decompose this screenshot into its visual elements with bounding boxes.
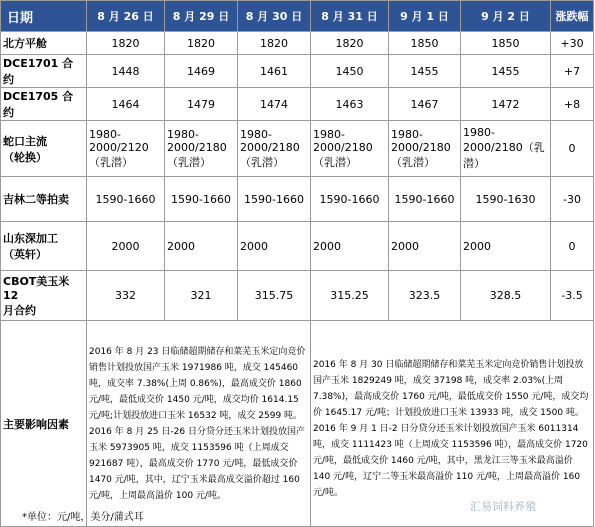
news-paragraph: 2016 年 9 月 1 日-2 日分贷分还玉米计划投放国产玉米 6011314 吨，成交 1111423 吨（上周成交 1153596 吨），最高成交价 1720 元/吨，最低成交价 1460 元/吨，其中，黑龙江三等玉米最高溢价 140 元/吨，辽宁二等玉米最高溢价 110 元/吨，上周最高溢价 160 元/吨。 <box>313 423 588 498</box>
cell-value: 1455 <box>389 55 461 88</box>
row-cbot <box>1 271 594 321</box>
unit-footnote: *单位：元/吨，美分/蒲式耳 <box>22 512 144 523</box>
row-label-line-1: 蛇口主流 <box>3 134 47 148</box>
header-date-3: 8 月 30 日 <box>238 1 311 32</box>
news-paragraph: 2016 年 8 月 23 日临储超期储存和菜芜玉米定向竞价销售计划投放国产玉米 1971986 吨，成交 145460 吨，成交率 7.38%(上周 0.86%)，最高成交价 1860 元/吨，最低成交价 1450 元/吨，成交均价 1614.15 元/吨;计划投放进口玉米 16532 吨，成交 2599 吨。 <box>89 346 306 421</box>
row-label-line-2: （英轩） <box>3 248 47 261</box>
cell-value: 1590-1660 <box>311 177 389 222</box>
row-dce1705 <box>1 88 594 121</box>
cell-change: +7 <box>551 55 594 88</box>
row-shandong <box>1 222 594 271</box>
cell-value: 1820 <box>87 32 165 55</box>
cell-value: 2000 <box>238 222 311 271</box>
cell-value: 332 <box>87 271 165 321</box>
cell-value: 2000 <box>165 222 238 271</box>
row-beifang <box>1 32 594 55</box>
row-news <box>1 321 594 527</box>
cell-value: 315.25 <box>311 271 389 321</box>
cell-value: 2000 <box>311 222 389 271</box>
cell-change: +8 <box>551 88 594 121</box>
row-dce1701 <box>1 55 594 88</box>
row-label-line-2: 月合约 <box>3 304 36 317</box>
header-date-4: 8 月 31 日 <box>311 1 389 32</box>
cell-value: 1469 <box>165 55 238 88</box>
cell-change: -30 <box>551 177 594 222</box>
cell-value: 1472 <box>461 88 551 121</box>
cell-value: 328.5 <box>461 271 551 321</box>
row-label: 吉林二等拍卖 <box>1 177 87 222</box>
cell-value: 1448 <box>87 55 165 88</box>
row-label-line-1: CBOT美玉米 12 <box>3 275 70 302</box>
news-paragraph: 2016 年 8 月 30 日临储超期储存和菜芜玉米定向竞价销售计划投放国产玉米 1829249 吨，成交 37198 吨，成交率 2.03%(上周 7.38%)，最高成交价 1760 元/吨，最低成交价 1550 元/吨，成交均价 1645.17 元/吨；计划投放进口玉米 13933 吨，成交 1500 吨。 <box>313 359 589 418</box>
row-label: 北方平舱 <box>1 32 87 55</box>
cell-value: 1450 <box>311 55 389 88</box>
cell-change: 0 <box>551 222 594 271</box>
cell-value: 321 <box>165 271 238 321</box>
cell-value: 2000 <box>461 222 551 271</box>
cell-value: 315.75 <box>238 271 311 321</box>
header-change: 涨跌幅 <box>551 1 594 32</box>
cell-value: 1464 <box>87 88 165 121</box>
cell-change: 0 <box>551 121 594 177</box>
cell-value: 2000 <box>87 222 165 271</box>
row-label-line-1: 山东深加工 <box>3 232 58 245</box>
cell-value: 1850 <box>461 32 551 55</box>
cell-value: 2000 <box>389 222 461 271</box>
cell-value: 1980-2000/2180（乳潜） <box>311 121 389 177</box>
row-label <box>1 222 87 271</box>
row-label: DCE1701 合约 <box>1 55 87 88</box>
cell-value: 1590-1660 <box>389 177 461 222</box>
header-date: 日期 <box>1 1 87 32</box>
news-left <box>87 321 311 527</box>
cell-value: 1820 <box>238 32 311 55</box>
header-date-1: 8 月 26 日 <box>87 1 165 32</box>
cell-value: 1474 <box>238 88 311 121</box>
cell-value: 1820 <box>165 32 238 55</box>
cell-value: 1590-1660 <box>87 177 165 222</box>
cell-value: 1980-2000/2180（乳潜） <box>389 121 461 177</box>
cell-value: 1467 <box>389 88 461 121</box>
cell-value: 1479 <box>165 88 238 121</box>
cell-value: 1850 <box>389 32 461 55</box>
cell-value: 1461 <box>238 55 311 88</box>
header-date-2: 8 月 29 日 <box>165 1 238 32</box>
cell-change: +30 <box>551 32 594 55</box>
watermark: 汇易饲料养殖 <box>470 500 536 513</box>
cell-value: 1463 <box>311 88 389 121</box>
header-row <box>1 1 594 32</box>
cell-value: 323.5 <box>389 271 461 321</box>
row-shekou <box>1 121 594 177</box>
news-right <box>311 321 594 527</box>
row-label-line-2: （轮换） <box>3 150 47 164</box>
row-label: 主要影响因素 <box>1 321 87 527</box>
news-paragraph: 2016 年 8 月 25 日-26 日分贷分还玉米计划投放国产玉米 5973905 吨，成交 1153596 吨（上周成交 921687 吨），最高成交价 1770 元/吨，最低成交价 1470 元/吨，其中，辽宁玉米最高成交溢价超过 160 元/吨，上周最高溢价 100 元/吨。 <box>89 426 305 501</box>
cell-value: 1590-1660 <box>238 177 311 222</box>
cell-value: 1590-1660 <box>165 177 238 222</box>
cell-value: 1980-2000/2120（乳潜） <box>87 121 165 177</box>
cell-value: 1980-2000/2180（乳潜） <box>165 121 238 177</box>
row-label <box>1 121 87 177</box>
header-date-5: 9 月 1 日 <box>389 1 461 32</box>
row-label: DCE1705 合约 <box>1 88 87 121</box>
cell-value: 1590-1630 <box>461 177 551 222</box>
cell-value: 1820 <box>311 32 389 55</box>
cell-value: 1980-2000/2180（乳潜） <box>238 121 311 177</box>
row-label <box>1 271 87 321</box>
cell-change: -3.5 <box>551 271 594 321</box>
row-jilin <box>1 177 594 222</box>
cell-value: 1455 <box>461 55 551 88</box>
header-date-6: 9 月 2 日 <box>461 1 551 32</box>
cell-value: 1980-2000/2180（乳潜） <box>461 121 551 177</box>
